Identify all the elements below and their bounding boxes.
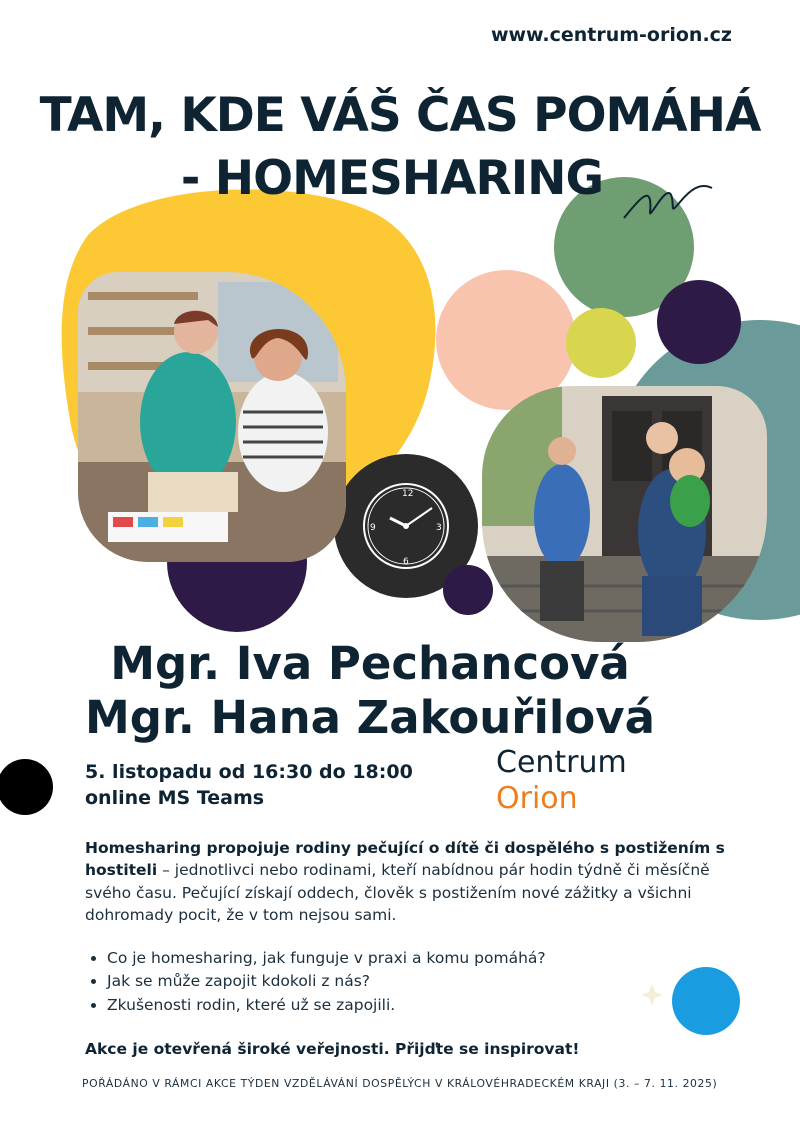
svg-text:9: 9 — [370, 523, 376, 533]
page-title-line1: TAM, KDE VÁŠ ČAS POMÁHÁ — [39, 88, 761, 143]
event-info — [85, 760, 413, 811]
svg-text:12: 12 — [402, 489, 414, 499]
intro-paragraph — [85, 837, 735, 927]
speaker-name-1: Mgr. Iva Pechancová — [110, 637, 630, 690]
lime-circle — [566, 308, 636, 378]
svg-text:3: 3 — [436, 523, 442, 533]
purple-circle-right — [657, 280, 741, 364]
event-date-time: 5. listopadu od 16:30 do 18:00 — [85, 761, 413, 783]
website-url[interactable]: www.centrum-orion.cz — [490, 24, 732, 46]
photo-crafts — [78, 272, 346, 562]
list-item: • Co je homesharing, jak funguje v praxi a komu pomáhá? — [107, 947, 747, 970]
logo-line2: Orion — [496, 781, 578, 816]
topics-list — [85, 947, 747, 1017]
svg-text:6: 6 — [403, 557, 409, 567]
black-circle — [0, 759, 53, 815]
footer-note: POŘÁDÁNO V RÁMCI AKCE TÝDEN VZDĚLÁVÁNÍ DOSPĚLÝCH V KRÁLOVÉHRADECKÉM KRAJI (3. – 7. 11. 2025) — [82, 1077, 718, 1090]
page-title-line2: - HOMESHARING — [180, 151, 604, 206]
logo-line1: Centrum — [496, 745, 627, 780]
list-item: • Zkušenosti rodin, které už se zapojili. — [107, 994, 747, 1017]
intro-bold: Homesharing propojuje rodiny pečující o dítě či dospělého s postižením s hostiteli — [85, 839, 725, 880]
photo-outdoor — [482, 386, 767, 642]
list-item: • Jak se může zapojit kdokoli z nás? — [107, 970, 747, 993]
intro-rest: – jednotlivci nebo rodinami, kteří nabídnou pár hodin týdně či měsíčně svého času. Pečující získají oddech, člověk s postižením nové zážitky a všichni dohromady pocit, že v tom nejsou sami. — [85, 861, 710, 925]
centrum-orion-logo — [496, 745, 627, 816]
call-to-action: Akce je otevřená široké veřejnosti. Přijďte se inspirovat! — [85, 1040, 580, 1058]
event-place: online MS Teams — [85, 786, 265, 809]
clock-icon — [334, 454, 478, 598]
speaker-name-2: Mgr. Hana Zakouřilová — [85, 691, 655, 744]
